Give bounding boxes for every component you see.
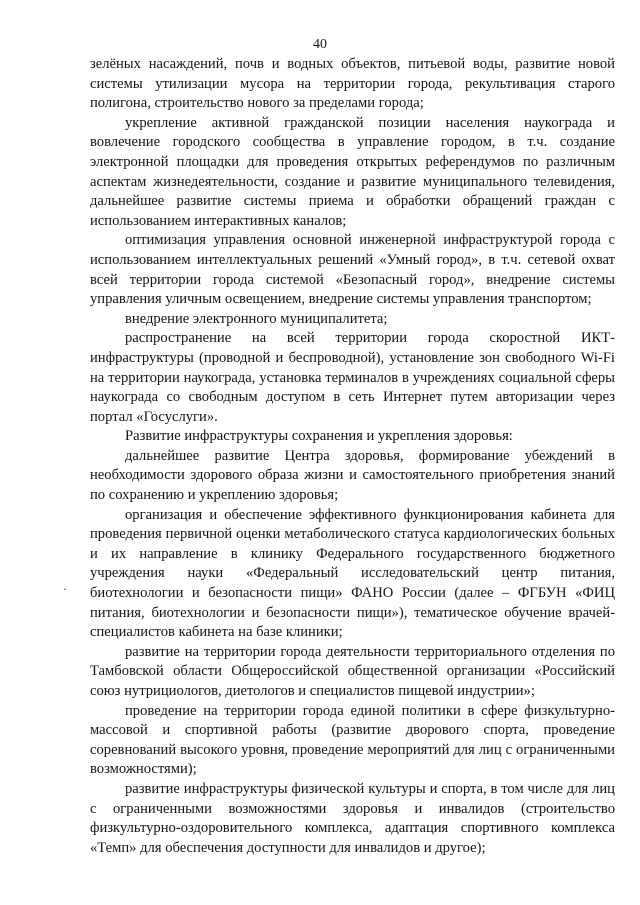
paragraph-ict-infrastructure: распространение на всей территории города скоростной ИКТ-инфраструктуры (проводной и беспроводной), установление зон свободного Wi-Fi на территории наукограда, установка терминалов в учреждениях социальной сферы наукограда со свободным доступом в сеть Интернет путем авторизации через портал «Госуслуги». bbox=[90, 330, 615, 425]
paragraph-sports-infrastructure: развитие инфраструктуры физической культуры и спорта, в том числе для лиц с ограниченными возможностями здоровья и инвалидов (строительство физкультурно-оздоровительного комплекса, адаптация спортивного комплекса «Темп» для обеспечения доступности для инвалидов и другое); bbox=[90, 780, 615, 856]
paragraph-nutrition-union: развитие на территории города деятельности территориального отделения по Тамбовской области Общероссийской общественной организации «Российский союз нутрициологов, диетологов и специалистов пищевой индустрии»; bbox=[90, 643, 615, 699]
paragraph-metabolic-cabinet: организация и обеспечение эффективного функционирования кабинета для проведения первичной оценки метаболического статуса кардиологических больных и их направление в клинику Федерального государственного бюджетного учреждения науки «Федеральный исследовательский центр питания, биотехнологии и безопасности пищи» ФАНО России (далее – ФГБУН «ФИЦ питания, биотехнологии и безопасности пищи»), тематическое обучение врачей-специалистов кабинета на базе клиники; bbox=[90, 506, 615, 641]
page-number: 40 bbox=[313, 37, 327, 52]
paragraph-civic-engagement: укрепление активной гражданской позиции населения наукограда и вовлечение городского сообщества в управление городом, в т.ч. создание электронной площадки для проведения открытых референдумов по различным аспектам жизнедеятельности, создание и развитие муниципального телевидения, дальнейшее развитие системы приема и обработки обращений граждан с использованием интерактивных каналов; bbox=[90, 114, 615, 229]
paragraph-health-center: дальнейшее развитие Центра здоровья, формирование убеждений в необходимости здорового образа жизни и самостоятельного приобретения знаний по сохранению и укреплению здоровья; bbox=[90, 447, 615, 504]
paragraph-e-municipality: внедрение электронного муниципалитета; bbox=[125, 310, 388, 327]
document-body bbox=[90, 55, 615, 858]
paragraph-health-heading: Развитие инфраструктуры сохранения и укрепления здоровья: bbox=[125, 428, 513, 445]
paragraph-sports-policy: проведение на территории города единой политики в сфере физкультурно-массовой и спортивной работы (развитие дворового спорта, проведение соревнований высокого уровня, проведение мероприятий для лиц с ограниченными возможностями); bbox=[90, 702, 615, 778]
margin-mark: · bbox=[63, 582, 67, 596]
paragraph-environment-continued: зелёных насаждений, почв и водных объектов, питьевой воды, развитие новой системы утилизации мусора на территории города, рекультивация старого полигона, строительство нового за пределами города; bbox=[90, 56, 615, 112]
paragraph-smart-city: оптимизация управления основной инженерной инфраструктурой города с использованием интеллектуальных решений «Умный город», в т.ч. сетевой охват всей территории города системой «Безопасный город», внедрение системы управления уличным освещением, внедрение системы управления транспортом; bbox=[90, 232, 615, 308]
